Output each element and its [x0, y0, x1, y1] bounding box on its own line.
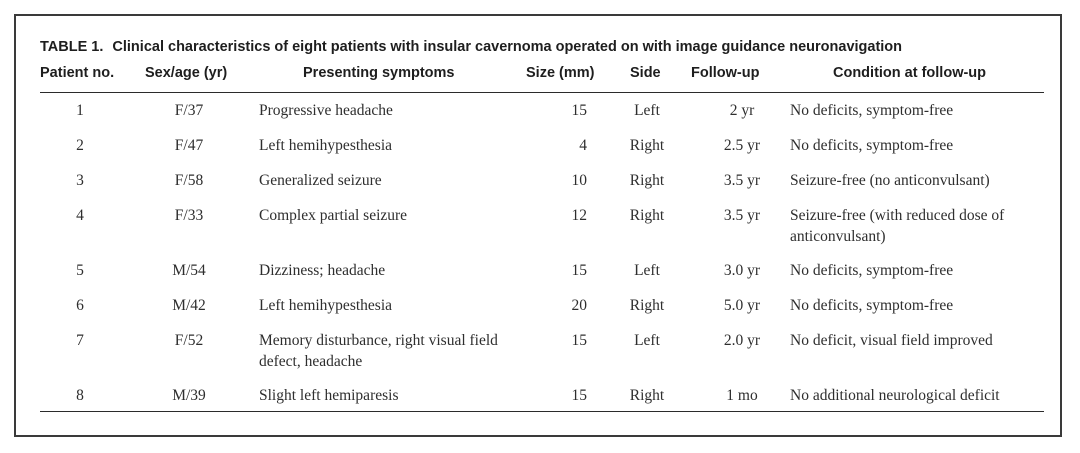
cell-side: Left [634, 262, 660, 279]
cell-patient-no: 6 [76, 297, 84, 314]
cell-size: 15 [571, 332, 587, 349]
cell-condition: No deficits, symptom-free [790, 262, 954, 279]
cell-condition: No deficits, symptom-free [790, 102, 954, 119]
table-header-row [40, 65, 1044, 89]
cell-patient-no: 2 [76, 137, 84, 154]
cell-follow-up: 2 yr [729, 102, 755, 119]
cell-condition: No deficit, visual field improved [790, 332, 993, 349]
header-side: Side [630, 65, 661, 81]
cell-size: 15 [571, 387, 587, 404]
cell-sex-age: F/33 [174, 207, 204, 224]
table-title: Clinical characteristics of eight patients with insular cavernoma operated on with image guidance neuronavigation [112, 39, 903, 55]
cell-patient-no: 7 [76, 332, 84, 349]
cell-follow-up: 2.0 yr [723, 332, 761, 349]
cell-symptoms: Complex partial seizure [259, 207, 408, 224]
cell-sex-age: F/47 [174, 137, 204, 154]
cell-condition: No additional neurological deficit [790, 387, 1000, 404]
cell-follow-up: 3.5 yr [723, 172, 761, 189]
cell-side: Right [629, 172, 665, 189]
cell-symptoms: Left hemihypesthesia [259, 137, 392, 154]
header-condition: Condition at follow-up [833, 65, 987, 81]
cell-patient-no: 3 [76, 172, 84, 189]
cell-condition: No deficits, symptom-free [790, 297, 954, 314]
header-follow-up: Follow-up [691, 65, 760, 81]
cell-side: Left [634, 332, 660, 349]
cell-sex-age: M/39 [172, 387, 206, 404]
header-patient-no: Patient no. [40, 65, 115, 81]
header-rule [40, 92, 1044, 93]
cell-follow-up: 1 mo [726, 387, 758, 404]
cell-side: Right [629, 297, 665, 314]
header-size: Size (mm) [526, 65, 595, 81]
cell-condition: Seizure-free (with reduced dose of anticonvulsant) [790, 207, 1005, 245]
cell-patient-no: 4 [76, 207, 84, 224]
cell-size: 15 [571, 102, 587, 119]
cell-patient-no: 8 [76, 387, 84, 404]
cell-side: Right [629, 207, 665, 224]
cell-patient-no: 1 [76, 102, 84, 119]
cell-symptoms: Dizziness; headache [259, 262, 386, 279]
cell-size: 10 [571, 172, 587, 189]
cell-sex-age: F/37 [174, 102, 204, 119]
cell-size: 4 [579, 137, 587, 154]
cell-size: 20 [571, 297, 587, 314]
cell-follow-up: 2.5 yr [723, 137, 761, 154]
cell-condition: Seizure-free (no anticonvulsant) [790, 172, 990, 189]
header-sex-age: Sex/age (yr) [145, 65, 228, 81]
cell-symptoms: Slight left hemiparesis [259, 387, 399, 404]
cell-symptoms: Left hemihypesthesia [259, 297, 392, 314]
table-frame [14, 14, 1062, 437]
cell-follow-up: 3.5 yr [723, 207, 761, 224]
cell-side: Right [629, 137, 665, 154]
cell-sex-age: F/52 [174, 332, 204, 349]
table-label: TABLE 1. [40, 39, 104, 55]
cell-size: 12 [571, 207, 587, 224]
cell-follow-up: 5.0 yr [723, 297, 761, 314]
cell-follow-up: 3.0 yr [723, 262, 761, 279]
cell-side: Left [634, 102, 660, 119]
cell-size: 15 [571, 262, 587, 279]
cell-condition: No deficits, symptom-free [790, 137, 954, 154]
bottom-rule [40, 411, 1044, 412]
cell-side: Right [629, 387, 665, 404]
cell-symptoms: Memory disturbance, right visual field defect, headache [259, 332, 498, 370]
cell-sex-age: F/58 [174, 172, 204, 189]
cell-symptoms: Progressive headache [259, 102, 393, 119]
cell-sex-age: M/42 [172, 297, 206, 314]
cell-patient-no: 5 [76, 262, 84, 279]
cell-sex-age: M/54 [172, 262, 206, 279]
header-symptoms: Presenting symptoms [303, 65, 455, 81]
cell-symptoms: Generalized seizure [259, 172, 382, 189]
table-caption [40, 39, 902, 55]
